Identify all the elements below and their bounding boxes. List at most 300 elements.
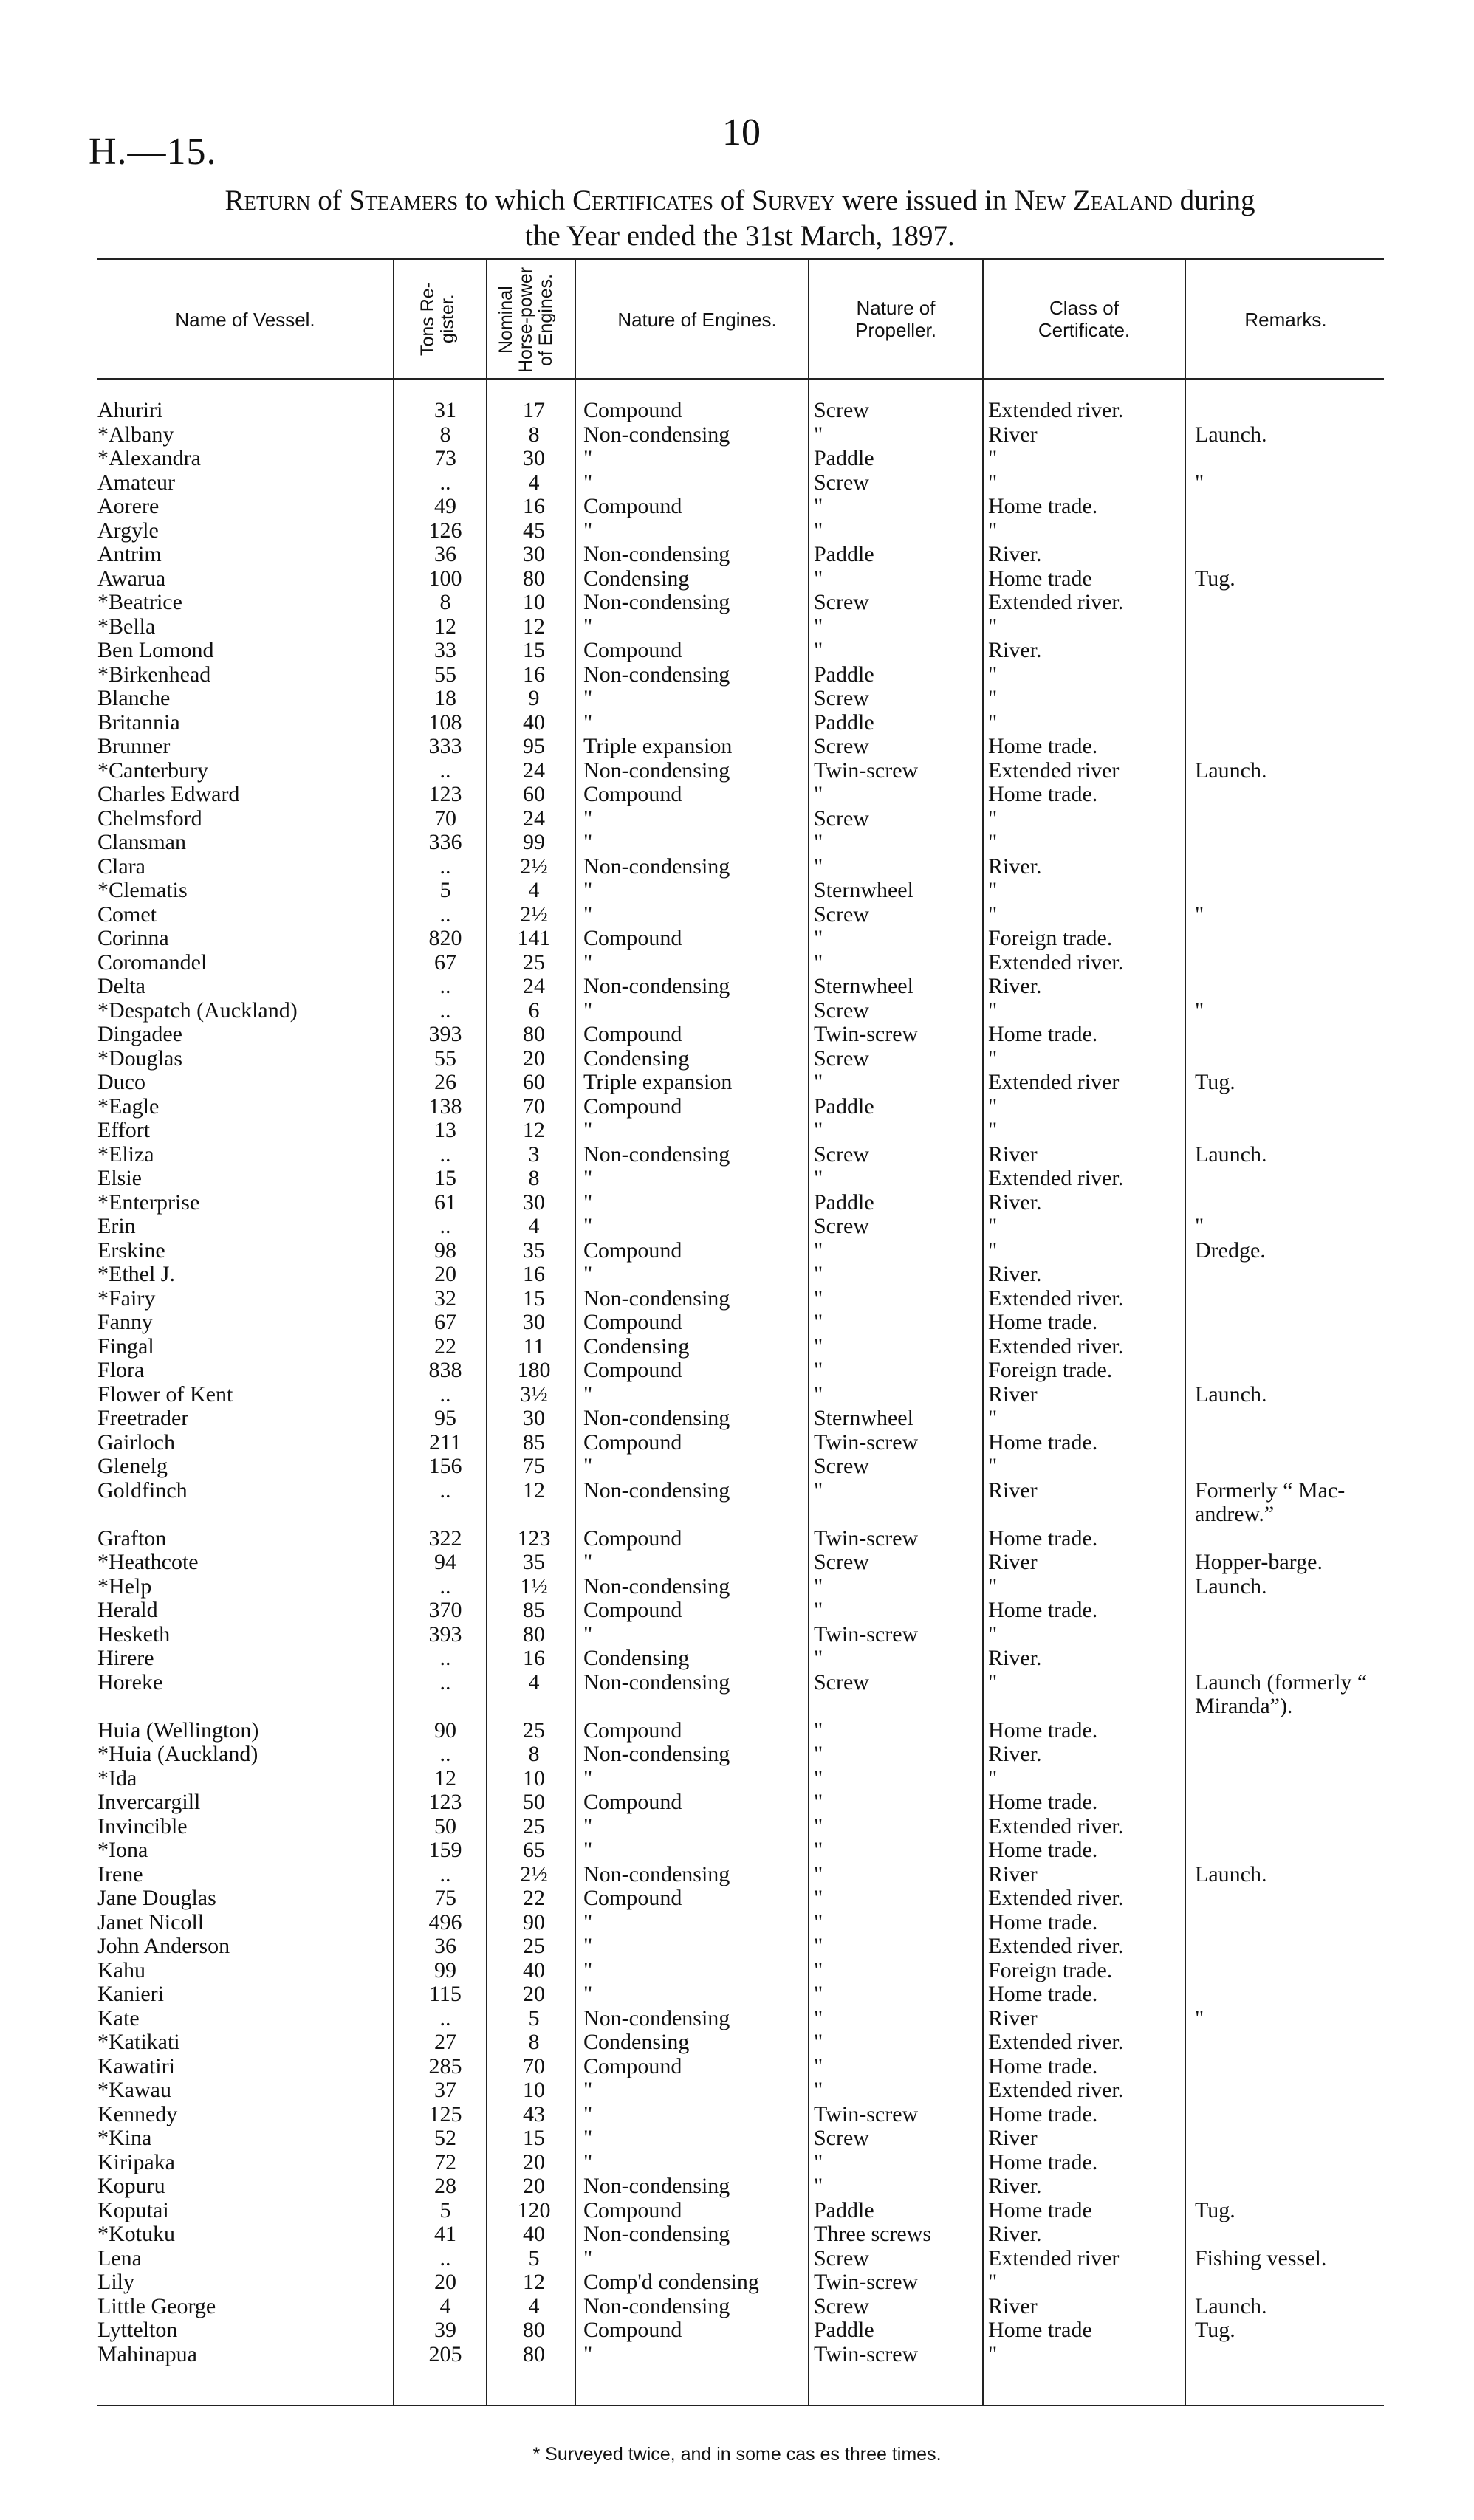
- vessel-name: Coromandel: [97, 950, 208, 975]
- propeller-nature: Paddle: [814, 1189, 874, 1215]
- table-row: [0, 2270, 1474, 2295]
- engine-nature: ": [583, 830, 593, 854]
- table-row: [0, 567, 1474, 591]
- propeller-nature: ": [814, 1070, 823, 1094]
- propeller-nature: Screw: [814, 686, 869, 710]
- table-row: [0, 1431, 1474, 1455]
- horse-power: 60: [523, 1070, 545, 1094]
- horse-power: 60: [523, 782, 545, 806]
- tons-register: 90: [434, 1717, 456, 1743]
- certificate-class: Home trade.: [988, 1429, 1098, 1455]
- certificate-class: ": [988, 470, 998, 495]
- column-header-remarks: Remarks.: [1244, 309, 1327, 331]
- horse-power: 4: [528, 470, 540, 495]
- propeller-nature: ": [814, 1646, 823, 1670]
- tons-register: ..: [439, 1381, 451, 1407]
- horse-power: 40: [523, 1957, 545, 1982]
- certificate-class: ": [988, 446, 998, 470]
- tons-register: 336: [428, 830, 462, 854]
- vessel-name: *Ida: [97, 1765, 137, 1791]
- engine-nature: Compound: [583, 1790, 682, 1814]
- engine-nature: ": [583, 1550, 593, 1574]
- engine-nature: Triple expansion: [583, 1070, 733, 1094]
- certificate-class: Extended river: [988, 1070, 1120, 1094]
- vessel-name: Goldfinch: [97, 1477, 188, 1503]
- engine-nature: Condensing: [583, 1333, 690, 1359]
- certificate-class: Extended river.: [988, 1333, 1124, 1359]
- table-row: [0, 1383, 1474, 1407]
- table-row: [0, 1311, 1474, 1335]
- certificate-class: Home trade: [988, 566, 1092, 591]
- propeller-nature: ": [814, 518, 823, 543]
- propeller-nature: Paddle: [814, 2318, 874, 2342]
- engine-nature: Compound: [583, 1717, 682, 1743]
- engine-nature: Non-condensing: [583, 974, 730, 998]
- tons-register: 15: [434, 1166, 456, 1190]
- engine-nature: Compound: [583, 2318, 682, 2342]
- remarks: ": [1195, 470, 1204, 495]
- tons-register: ..: [439, 854, 451, 879]
- propeller-nature: Screw: [814, 902, 869, 927]
- tons-register: 333: [428, 734, 462, 758]
- tons-register: 4: [439, 2293, 451, 2318]
- engine-nature: Compound: [583, 1886, 682, 1910]
- propeller-nature: ": [814, 566, 823, 591]
- tons-register: 156: [428, 1454, 462, 1478]
- vessel-name: *Douglas: [97, 1046, 182, 1071]
- propeller-nature: ": [814, 638, 823, 662]
- propeller-nature: ": [814, 830, 823, 854]
- certificate-class: Extended river.: [988, 1285, 1124, 1311]
- engine-nature: Compound: [583, 1358, 682, 1382]
- propeller-nature: Paddle: [814, 2197, 874, 2222]
- propeller-nature: Twin-screw: [814, 1429, 919, 1455]
- horse-power: 30: [523, 446, 545, 470]
- propeller-nature: ": [814, 2174, 823, 2198]
- vessel-name: *Clematis: [97, 878, 188, 902]
- horse-power: 25: [523, 1934, 545, 1958]
- propeller-nature: ": [814, 1381, 823, 1407]
- horse-power: 22: [523, 1886, 545, 1910]
- engine-nature: ": [583, 470, 593, 495]
- certificate-class: River.: [988, 1262, 1042, 1286]
- vessel-name: Kopuru: [97, 2174, 165, 2198]
- tons-register: ..: [439, 758, 451, 783]
- vessel-name: Erin: [97, 1214, 136, 1238]
- vessel-name: *Kotuku: [97, 2222, 175, 2246]
- propeller-nature: Paddle: [814, 542, 874, 566]
- horse-power: 80: [523, 1621, 545, 1647]
- table-row: [0, 1886, 1474, 1911]
- tons-register: 322: [428, 1525, 462, 1551]
- propeller-nature: ": [814, 1166, 823, 1190]
- certificate-class: Home trade.: [988, 1022, 1098, 1046]
- propeller-nature: ": [814, 1598, 823, 1622]
- horse-power: 80: [523, 2341, 545, 2366]
- propeller-nature: ": [814, 1333, 823, 1359]
- horse-power: 25: [523, 1813, 545, 1838]
- propeller-nature: Screw: [814, 398, 869, 422]
- engine-nature: ": [583, 1838, 593, 1862]
- remarks: Launch.: [1195, 422, 1267, 447]
- table-row: [0, 1599, 1474, 1623]
- propeller-nature: Twin-screw: [814, 2270, 919, 2294]
- propeller-nature: Paddle: [814, 446, 874, 470]
- propeller-nature: ": [814, 1813, 823, 1838]
- table-row: [0, 2343, 1474, 2367]
- certificate-class: ": [988, 710, 998, 735]
- table-row: [0, 855, 1474, 879]
- tons-register: 55: [434, 662, 456, 687]
- engine-nature: ": [583, 1909, 593, 1934]
- engine-nature: Non-condensing: [583, 1141, 730, 1167]
- certificate-class: Home trade.: [988, 1525, 1098, 1551]
- engine-nature: ": [583, 446, 593, 470]
- table-row: [0, 879, 1474, 903]
- certificate-class: ": [988, 1621, 998, 1647]
- tons-register: ..: [439, 1646, 451, 1670]
- vessel-name: Argyle: [97, 518, 159, 543]
- certificate-class: ": [988, 2341, 998, 2366]
- engine-nature: ": [583, 1765, 593, 1791]
- table-row: [0, 2126, 1474, 2151]
- engine-nature: Compound: [583, 2053, 682, 2078]
- propeller-nature: ": [814, 1237, 823, 1263]
- vessel-name: Kahu: [97, 1957, 145, 1982]
- vessel-name: Gairloch: [97, 1429, 175, 1455]
- remarks: Tug.: [1195, 566, 1235, 591]
- certificate-class: River.: [988, 542, 1042, 566]
- certificate-class: River: [988, 1141, 1038, 1167]
- horse-power: 2½: [520, 854, 548, 879]
- propeller-nature: ": [814, 1790, 823, 1814]
- tons-register: 36: [434, 1934, 456, 1958]
- table-row: [0, 1479, 1474, 1527]
- engine-nature: Non-condensing: [583, 1669, 730, 1695]
- engine-nature: Comp'd condensing: [583, 2270, 759, 2294]
- column-header-horse-power: Nominal Horse-power of Engines.: [496, 267, 556, 373]
- footnote: * Surveyed twice, and in some cas es three times.: [532, 2444, 942, 2465]
- table-row: [0, 831, 1474, 855]
- engine-nature: Non-condensing: [583, 1573, 730, 1599]
- vessel-name: Janet Nicoll: [97, 1909, 205, 1934]
- tons-register: 138: [428, 1094, 462, 1119]
- propeller-nature: Screw: [814, 1214, 869, 1238]
- tons-register: 27: [434, 2030, 456, 2054]
- page-number: 10: [722, 111, 761, 154]
- tons-register: ..: [439, 470, 451, 495]
- vessel-name: Flora: [97, 1358, 145, 1382]
- horse-power: 80: [523, 566, 545, 591]
- engine-nature: Non-condensing: [583, 2222, 730, 2246]
- horse-power: 40: [523, 2222, 545, 2246]
- horse-power: 8: [528, 1166, 540, 1190]
- vessel-name: Blanche: [97, 686, 171, 710]
- engine-nature: Compound: [583, 782, 682, 806]
- horse-power: 4: [528, 1214, 540, 1238]
- engine-nature: Condensing: [583, 2030, 690, 2054]
- engine-nature: Compound: [583, 2197, 682, 2222]
- propeller-nature: ": [814, 854, 823, 879]
- tons-register: 31: [434, 398, 456, 422]
- engine-nature: ": [583, 998, 593, 1023]
- certificate-class: ": [988, 1118, 998, 1142]
- horse-power: 25: [523, 1717, 545, 1743]
- propeller-nature: Paddle: [814, 662, 874, 687]
- table-row: [0, 1239, 1474, 1263]
- engine-nature: Non-condensing: [583, 1861, 730, 1886]
- certificate-class: ": [988, 1406, 998, 1430]
- certificate-class: Home trade.: [988, 2149, 1098, 2174]
- propeller-nature: ": [814, 614, 823, 639]
- horse-power: 120: [517, 2197, 551, 2222]
- table-row: [0, 2103, 1474, 2127]
- certificate-class: ": [988, 1765, 998, 1791]
- engine-nature: ": [583, 902, 593, 927]
- horse-power: 35: [523, 1550, 545, 1574]
- certificate-class: ": [988, 1046, 998, 1071]
- horse-power: 4: [528, 878, 540, 902]
- propeller-nature: ": [814, 1477, 823, 1503]
- table-row: [0, 1023, 1474, 1047]
- certificate-class: Home trade.: [988, 1982, 1098, 2006]
- tons-register: 838: [428, 1358, 462, 1382]
- horse-power: 45: [523, 518, 545, 543]
- propeller-nature: ": [814, 782, 823, 806]
- engine-nature: Non-condensing: [583, 2005, 730, 2030]
- horse-power: 20: [523, 2174, 545, 2198]
- propeller-nature: Paddle: [814, 1094, 874, 1119]
- propeller-nature: Screw: [814, 590, 869, 614]
- remarks: ": [1195, 902, 1204, 927]
- table-row: [0, 2318, 1474, 2343]
- propeller-nature: ": [814, 1262, 823, 1286]
- table-row: [0, 927, 1474, 951]
- remarks: Hopper-barge.: [1195, 1550, 1323, 1574]
- tons-register: 39: [434, 2318, 456, 2342]
- horse-power: 15: [523, 638, 545, 662]
- tons-register: 370: [428, 1598, 462, 1622]
- vessel-name: Britannia: [97, 710, 180, 735]
- title-line-1: Return of Steamers to which Certificates of Survey were issued in New Zealand during: [224, 185, 1255, 216]
- certificate-class: Extended river: [988, 758, 1120, 783]
- table-row: [0, 759, 1474, 783]
- tons-register: 12: [434, 614, 456, 639]
- vessel-name: *Katikati: [97, 2030, 180, 2054]
- tons-register: 126: [428, 518, 462, 543]
- certificate-class: ": [988, 902, 998, 927]
- table-row: [0, 2151, 1474, 2175]
- table-top-rule: [97, 258, 1384, 260]
- tons-register: 67: [434, 1310, 456, 1334]
- tons-register: ..: [439, 2005, 451, 2030]
- certificate-class: River.: [988, 1646, 1042, 1670]
- propeller-nature: ": [814, 1982, 823, 2006]
- certificate-class: Extended river.: [988, 590, 1124, 614]
- propeller-nature: ": [814, 1957, 823, 1982]
- engine-nature: Compound: [583, 398, 682, 422]
- engine-nature: ": [583, 614, 593, 639]
- tons-register: 123: [428, 782, 462, 806]
- vessel-name: Glenelg: [97, 1454, 168, 1478]
- remarks: Launch.: [1195, 1861, 1267, 1886]
- horse-power: 12: [523, 614, 545, 639]
- column-header-name: Name of Vessel.: [175, 309, 315, 331]
- horse-power: 40: [523, 710, 545, 735]
- remarks: Dredge.: [1195, 1237, 1266, 1263]
- tons-register: 159: [428, 1838, 462, 1862]
- tons-register: 211: [429, 1429, 462, 1455]
- vessel-name: Charles Edward: [97, 782, 240, 806]
- column-header-propeller: Nature of Propeller.: [855, 297, 936, 341]
- vessel-name: Awarua: [97, 566, 166, 591]
- table-row: [0, 2174, 1474, 2199]
- certificate-class: Home trade.: [988, 2053, 1098, 2078]
- table-row: [0, 1119, 1474, 1143]
- certificate-class: ": [988, 1094, 998, 1119]
- certificate-class: ": [988, 806, 998, 831]
- vessel-name: *Canterbury: [97, 758, 208, 783]
- certificate-class: Extended river.: [988, 2078, 1124, 2102]
- certificate-class: ": [988, 1237, 998, 1263]
- engine-nature: Compound: [583, 1598, 682, 1622]
- engine-nature: Non-condensing: [583, 542, 730, 566]
- engine-nature: ": [583, 1934, 593, 1958]
- tons-register: 285: [428, 2053, 462, 2078]
- propeller-nature: ": [814, 2053, 823, 2078]
- propeller-nature: Twin-screw: [814, 2341, 919, 2366]
- horse-power: 8: [528, 422, 540, 447]
- engine-nature: Compound: [583, 638, 682, 662]
- certificate-class: ": [988, 1669, 998, 1695]
- propeller-nature: ": [814, 1573, 823, 1599]
- horse-power: 80: [523, 1022, 545, 1046]
- certificate-class: Home trade: [988, 2197, 1092, 2222]
- vessel-name: Huia (Wellington): [97, 1717, 259, 1743]
- certificate-class: ": [988, 1454, 998, 1478]
- table-row: [0, 2199, 1474, 2223]
- vessel-name: Corinna: [97, 926, 169, 950]
- tons-register: 50: [434, 1813, 456, 1838]
- engine-nature: Compound: [583, 1094, 682, 1119]
- tons-register: ..: [439, 998, 451, 1023]
- horse-power: 15: [523, 1285, 545, 1311]
- remarks: Tug.: [1195, 2197, 1235, 2222]
- propeller-nature: ": [814, 1285, 823, 1311]
- engine-nature: ": [583, 2126, 593, 2150]
- horse-power: 10: [523, 590, 545, 614]
- vessel-name: Elsie: [97, 1166, 142, 1190]
- vessel-name: Clara: [97, 854, 145, 879]
- table-row: [0, 783, 1474, 807]
- engine-nature: ": [583, 2245, 593, 2270]
- vessel-name: Mahinapua: [97, 2341, 197, 2366]
- propeller-nature: ": [814, 2030, 823, 2054]
- propeller-nature: ": [814, 1765, 823, 1791]
- certificate-class: Foreign trade.: [988, 1957, 1113, 1982]
- tons-register: ..: [439, 1742, 451, 1766]
- tons-register: 20: [434, 1262, 456, 1286]
- horse-power: 5: [528, 2005, 540, 2030]
- vessel-name: Amateur: [97, 470, 175, 495]
- engine-nature: Non-condensing: [583, 590, 730, 614]
- horse-power: 95: [523, 734, 545, 758]
- table-row: [0, 2007, 1474, 2031]
- certificate-class: ": [988, 830, 998, 854]
- vessel-name: Kanieri: [97, 1982, 164, 2006]
- horse-power: 3½: [520, 1381, 548, 1407]
- certificate-class: Foreign trade.: [988, 1358, 1113, 1382]
- table-row: [0, 1934, 1474, 1959]
- propeller-nature: Screw: [814, 1141, 869, 1167]
- certificate-class: ": [988, 998, 998, 1023]
- horse-power: 30: [523, 1310, 545, 1334]
- engine-nature: Non-condensing: [583, 1742, 730, 1766]
- certificate-class: Extended river: [988, 2245, 1120, 2270]
- vessel-name: Koputai: [97, 2197, 169, 2222]
- certificate-class: ": [988, 518, 998, 543]
- certificate-class: Home trade.: [988, 1717, 1098, 1743]
- remarks: Formerly “ Mac- andrew.”: [1195, 1477, 1346, 1526]
- engine-nature: ": [583, 878, 593, 902]
- table-row: [0, 1791, 1474, 1815]
- tons-register: 5: [439, 878, 451, 902]
- table-row: [0, 2055, 1474, 2079]
- tons-register: 41: [434, 2222, 456, 2246]
- horse-power: 4: [528, 1669, 540, 1695]
- propeller-nature: ": [814, 1861, 823, 1886]
- tons-register: 8: [439, 422, 451, 447]
- engine-nature: ": [583, 1166, 593, 1190]
- horse-power: 70: [523, 1094, 545, 1119]
- engine-nature: ": [583, 686, 593, 710]
- propeller-nature: Twin-screw: [814, 2101, 919, 2126]
- table-row: [0, 1551, 1474, 1575]
- table-row: [0, 2078, 1474, 2103]
- horse-power: 12: [523, 2270, 545, 2294]
- vessel-name: *Albany: [97, 422, 174, 447]
- certificate-class: River: [988, 422, 1038, 447]
- table-row: [0, 1911, 1474, 1935]
- horse-power: 123: [517, 1525, 551, 1551]
- horse-power: 35: [523, 1237, 545, 1263]
- vessel-name: Fanny: [97, 1310, 153, 1334]
- table-row: [0, 1743, 1474, 1767]
- table-row: [0, 1838, 1474, 1863]
- engine-nature: Non-condensing: [583, 2174, 730, 2198]
- column-header-tons: Tons Re-gister.: [417, 281, 458, 357]
- table-row: [0, 1767, 1474, 1791]
- vessel-name: *Ethel J.: [97, 1262, 175, 1286]
- table-row: [0, 1047, 1474, 1071]
- propeller-nature: Screw: [814, 1669, 869, 1695]
- vessel-name: Lena: [97, 2245, 142, 2270]
- horse-power: 11: [523, 1333, 545, 1359]
- tons-register: 8: [439, 590, 451, 614]
- horse-power: 2½: [520, 902, 548, 927]
- table-row: [0, 1982, 1474, 2007]
- table-row: [0, 1095, 1474, 1119]
- certificate-class: Extended river.: [988, 398, 1124, 422]
- engine-nature: Non-condensing: [583, 1406, 730, 1430]
- engine-nature: ": [583, 1454, 593, 1478]
- propeller-nature: ": [814, 1118, 823, 1142]
- tons-register: 22: [434, 1333, 456, 1359]
- propeller-nature: ": [814, 926, 823, 950]
- certificate-class: Home trade.: [988, 734, 1098, 758]
- tons-register: ..: [439, 1573, 451, 1599]
- column-header-class: Class of Certificate.: [1038, 297, 1131, 341]
